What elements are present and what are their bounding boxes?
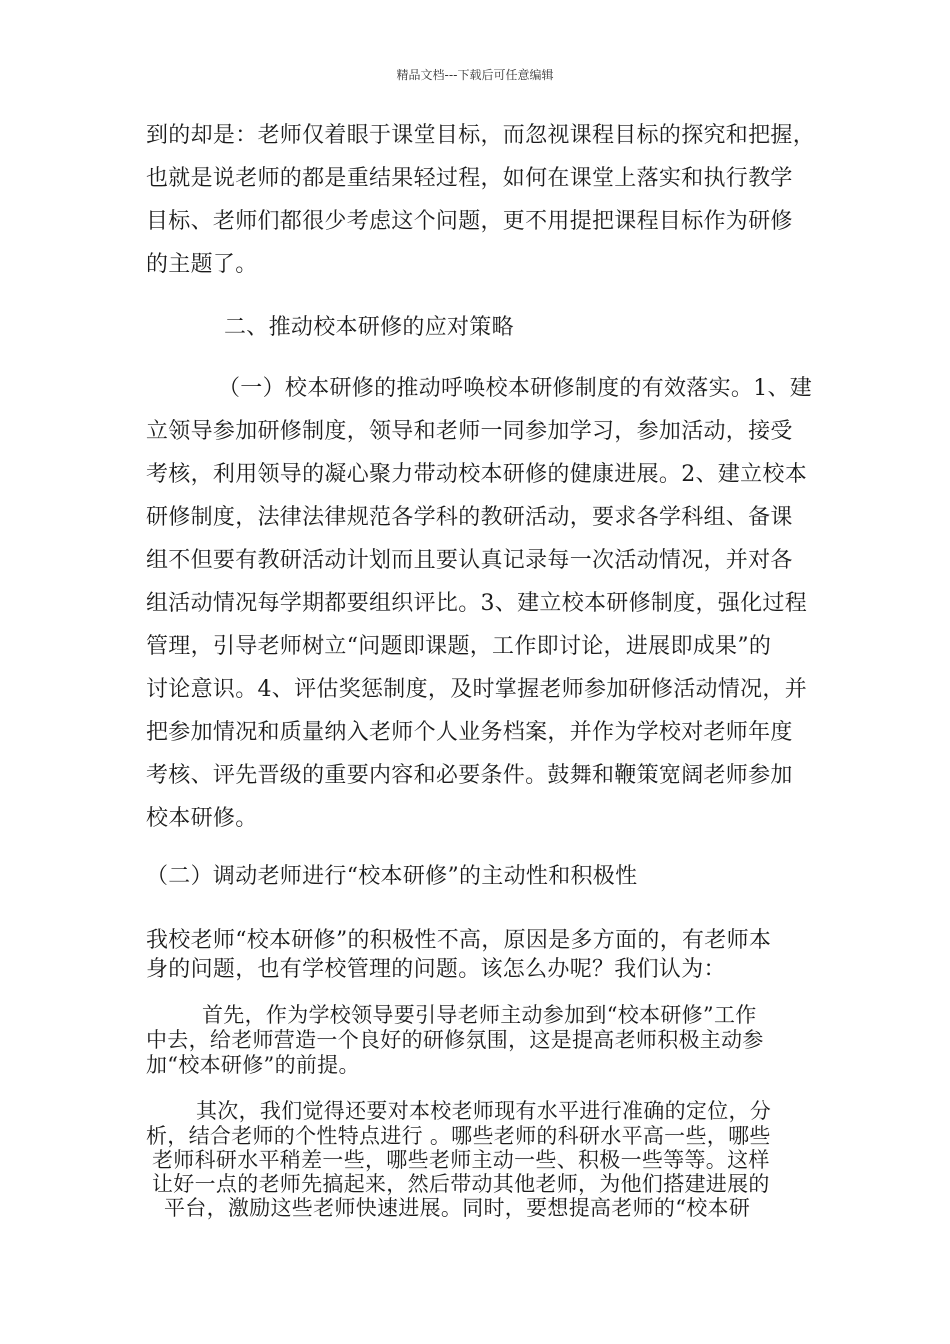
text-line: 我校老师“校本研修”的积极性不高，原因是多方面的，有老师本 [146, 928, 772, 953]
text-line: 校本研修。 [146, 806, 258, 831]
text-line: 把参加情况和质量纳入老师个人业务档案，并作为学校对老师年度 [146, 720, 793, 745]
text-line: 组活动情况每学期都要组织评比。3、建立校本研修制度，强化过程 [146, 591, 807, 616]
text-line: 平台，激励这些老师快速进展。同时，要想提高老师的“校本研 [164, 1196, 751, 1220]
text-line: 讨论意识。4、评估奖惩制度，及时掌握老师参加研修活动情况，并 [146, 677, 807, 702]
text-line: 让好一点的老师先搞起来，然后带动其他老师，为他们搭建进展的 [152, 1172, 770, 1196]
text-line: 管理，引导老师树立“问题即课题，工作即讨论，进展即成果”的 [146, 634, 772, 659]
section-heading: 二、推动校本研修的应对策略 [224, 315, 514, 340]
text-line: 析，结合老师的个性特点进行 。哪些老师的科研水平高一些，哪些 [146, 1124, 771, 1148]
text-line: 考核，利用领导的凝心聚力带动校本研修的健康进展。2、建立校本 [146, 462, 807, 487]
text-line: （一）校本研修的推动呼唤校本研修制度的有效落实。1、建 [218, 376, 813, 401]
page-header: 精品文档---下载后可任意编辑 [396, 68, 554, 82]
text-line: 老师科研水平稍差一些，哪些老师主动一些、积极一些等等。这样 [152, 1148, 770, 1172]
text-line: 的主题了。 [146, 252, 258, 277]
text-line: 考核、评先晋级的重要内容和必要条件。鼓舞和鞭策宽阔老师参加 [146, 763, 793, 788]
text-line: 其次，我们觉得还要对本校老师现有水平进行准确的定位，分 [196, 1099, 772, 1123]
text-line: 也就是说老师的都是重结果轻过程，如何在课堂上落实和执行教学 [146, 166, 793, 191]
text-line: 立领导参加研修制度，领导和老师一同参加学习，参加活动，接受 [146, 419, 793, 444]
text-line: 中去，给老师营造一个良好的研修氛围，这是提高老师积极主动参 [146, 1028, 764, 1052]
text-line: 身的问题，也有学校管理的问题。该怎么办呢？我们认为： [146, 957, 726, 982]
text-line: 加“校本研修”的前提。 [146, 1053, 360, 1077]
text-line: 研修制度，法律法律规范各学科的教研活动，要求各学科组、备课 [146, 505, 793, 530]
text-line: 到的却是：老师仅着眼于课堂目标，而忽视课程目标的探究和把握， [146, 123, 816, 148]
text-line: 首先，作为学校领导要引导老师主动参加到“校本研修”工作 [202, 1003, 757, 1027]
text-line: 组不但要有教研活动计划而且要认真记录每一次活动情况，并对各 [146, 548, 793, 573]
subsection-heading: （二）调动老师进行“校本研修”的主动性和积极性 [146, 864, 638, 889]
text-line: 目标、老师们都很少考虑这个问题，更不用提把课程目标作为研修 [146, 209, 793, 234]
